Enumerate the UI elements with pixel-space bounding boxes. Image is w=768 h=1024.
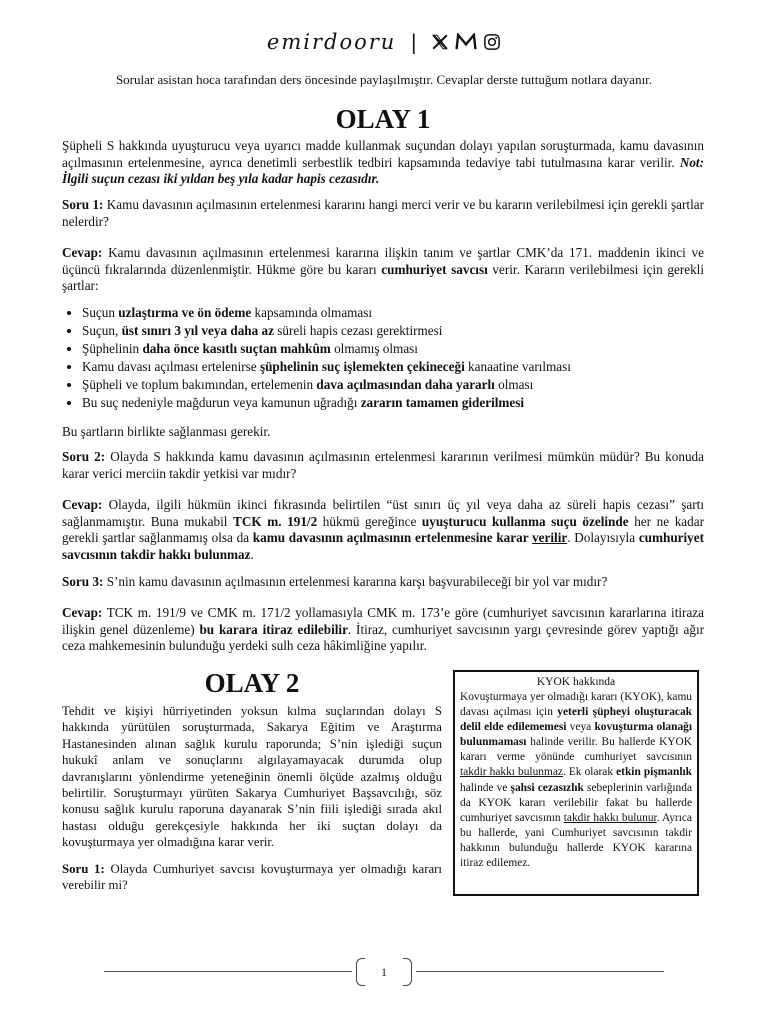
q-label: Soru 1: <box>62 862 105 876</box>
q-text: S’nin kamu davasının açılmasının ertelenmesi kararına karşı başvurabileceği bir yol var mıdır? <box>103 574 608 589</box>
case-text: Şüpheli S hakkında uyuşturucu veya uyarıcı madde kullanmak suçundan dolayı yapılan soruşturmada, kamu davasının açılmasının ertelenmesine, ayrıca denetimli serbestlik tedbiri kapsamında tedaviye tabi tutulmasına karar verilir. <box>62 138 704 170</box>
a-label: Cevap: <box>62 245 103 260</box>
condition-item: • Kamu davası açılması ertelenirse şüphelinin suç işlemekten çekineceği kanaatine varılması <box>82 358 704 376</box>
olay1-q3 <box>62 574 704 591</box>
a-text: Olayda, ilgili hükmün ikinci fıkrasında belirtilen “üst sınırı üç yıl veya daha az süreli hapis cezası” şartı sağlanmamıştır. Buna mukabil <box>62 497 704 529</box>
case-note: Not: İlgili suçun cezası iki yıldan beş yıla kadar hapis cezasıdır. <box>62 154 704 187</box>
a-label: Cevap: <box>62 497 103 512</box>
a-text: . Dolayısıyla <box>567 530 639 546</box>
a-text: . İtiraz, cumhuriyet savcısının yargı çevresinde görev yaptığı ağır ceza mahkemesinin bulunduğu yerdeki sulh ceza hâkimliğine yapılır. <box>62 621 705 654</box>
page-footer <box>104 958 664 986</box>
a-text: TCK m. 191/9 ve CMK m. 171/2 yollamasıyla CMK m. 173’e göre (cumhuriyet savcısının kararlarına itiraza ilişkin genel düzenleme) <box>62 605 704 637</box>
conditions-note-text: Bu şartların birlikte sağlanması gerekir. <box>62 424 271 439</box>
a-text: Kamu davasının açılmasının ertelenmesi kararına ilişkin tanım ve şartlar CMK’da 171. maddenin ikinci ve üçüncü fıkralarında düzenlenmiştir. Hükme göre bu kararı <box>62 245 704 277</box>
a-text: . <box>250 546 254 562</box>
q-text: Kamu davasının açılmasının ertelenmesi kararını hangi merci verir ve bu kararın verilebilmesi için gerekli şartlar nelerdir? <box>62 197 704 229</box>
olay2-title: OLAY 2 <box>204 668 300 698</box>
a-label: Cevap: <box>62 605 103 620</box>
footer-line-left <box>104 971 352 972</box>
a-bold: uyuşturucu kullanma suçu özelinde <box>421 513 629 529</box>
condition-item: • Şüphelinin daha önce kasıtlı suçtan mahkûm olmamış olması <box>82 340 704 358</box>
olay1-a1 <box>62 245 704 295</box>
a-text: hükmü gereğince <box>317 513 422 529</box>
olay1-case <box>62 138 704 188</box>
kyok-info-box <box>453 670 699 896</box>
condition-item: • Şüpheli ve toplum bakımından, ertelemenin dava açılmasından daha yararlı olması <box>82 376 704 394</box>
footer-bracket-right <box>403 958 412 986</box>
brand-name: emirdooru <box>266 30 397 54</box>
intro-text: Sorular asistan hoca tarafından ders öncesinde paylaşılmıştır. Cevaplar derste tuttuğum notlara dayanır. <box>115 72 653 87</box>
x-icon[interactable] <box>431 33 449 51</box>
olay1-q1 <box>62 197 704 230</box>
condition-item: • Suçun, üst sınırı 3 yıl veya daha az süreli hapis cezası gerektirmesi <box>82 322 704 340</box>
a-bold: cumhuriyet savcısının takdir hakkı bulunmaz <box>62 530 705 562</box>
olay1-q2 <box>62 449 704 482</box>
a-text: her ne kadar gerekli şartlar sağlanmamış olsa da <box>62 513 704 546</box>
q-label: Soru 1: <box>62 197 104 212</box>
q-label: Soru 3: <box>62 574 104 589</box>
q-text: Olayda S hakkında kamu davasının açılmasının ertelenmesi kararının verilmesi mümkün müdür? Bu konuda karar verici merciin takdir yetkisi var mıdır? <box>62 449 704 481</box>
olay1-a3 <box>62 605 704 655</box>
q-label: Soru 2: <box>62 449 106 464</box>
a-bold: bu karara itiraz edilebilir <box>199 621 348 637</box>
a-bold: TCK m. 191/2 <box>233 513 318 529</box>
olay1-title: OLAY 1 <box>335 104 431 134</box>
a-bold: kamu davasının açılmasının ertelenmesine karar <box>252 530 533 546</box>
conditions-list <box>62 304 704 412</box>
footer-line-right <box>416 971 664 972</box>
condition-item: • Suçun uzlaştırma ve ön ödeme kapsamında olmaması <box>82 304 704 322</box>
brand-header <box>0 30 768 54</box>
condition-item: • Bu suç nedeniyle mağdurun veya kamunun uğradığı zararın tamamen giderilmesi <box>82 394 704 412</box>
case-text: Tehdit ve kişiyi hürriyetinden yoksun kılma suçlarından dolayı S hakkında yürütülen soruşturmada, Sakarya Eğitim ve Araştırma Hastanesinden alınan sağlık kurulu raporunda; S’nin işlediği suçun hukukî anlam ve sonuçlarını algılayamayacak durumda olup davranışlarını yönlendirme yeteneğinin önemli ölçüde azalmış olduğu belirtilir. Soruşturmayı yürüten Sakarya Cumhuriyet Başsavcılığı, söz konusu sağlık kurulu raporuna dayanarak S’nin fiili işlediği sırada akıl hastası olduğu gerekçesiyle hakkında her iki suçtan dolayı da kovuşturmaya yer olmadığına karar verir. <box>62 704 442 850</box>
kyok-box-title: KYOK hakkında <box>536 676 616 688</box>
conditions-note <box>62 424 704 441</box>
kyok-box-text: Kovuşturmaya yer olmadığı kararı (KYOK), kamu davası açılması için yeterli şüpheyi oluşturacak delil elde edilememesi veya kovuşturma olanağı bulunmaması halinde verilir. Bu hallerde KYOK kararı verme yönünde cumhuriyet savcısının takdir hakkı bulunmaz. Ek olarak etkin pişmanlık halinde ve şahsi cezasızlık sebeplerinin varlığında da KYOK kararı verilebilir fakat bu hallerde cumhuriyet savcısının takdir hakkı bulunur. Ayrıca bu hallerde, yani Cumhuriyet savcısının takdir hakkının bulunduğu hallerde KYOK kararına itiraz edilemez. <box>460 691 693 870</box>
medium-icon[interactable] <box>455 33 477 51</box>
a-bold: cumhuriyet savcısı <box>381 261 488 277</box>
olay2-q1 <box>62 861 442 894</box>
brand-separator: | <box>410 30 418 54</box>
a-text: verir. Kararın verilebilmesi için gerekli şartlar: <box>62 261 704 294</box>
a-bold-underline: verilir <box>532 530 568 546</box>
q-text: Olayda Cumhuriyet savcısı kovuşturmaya yer olmadığı kararı verebilir mi? <box>62 862 442 893</box>
olay2-case <box>62 703 442 851</box>
page-number: 1 <box>381 965 387 979</box>
olay1-a2 <box>62 497 704 563</box>
instagram-icon[interactable] <box>483 33 501 51</box>
